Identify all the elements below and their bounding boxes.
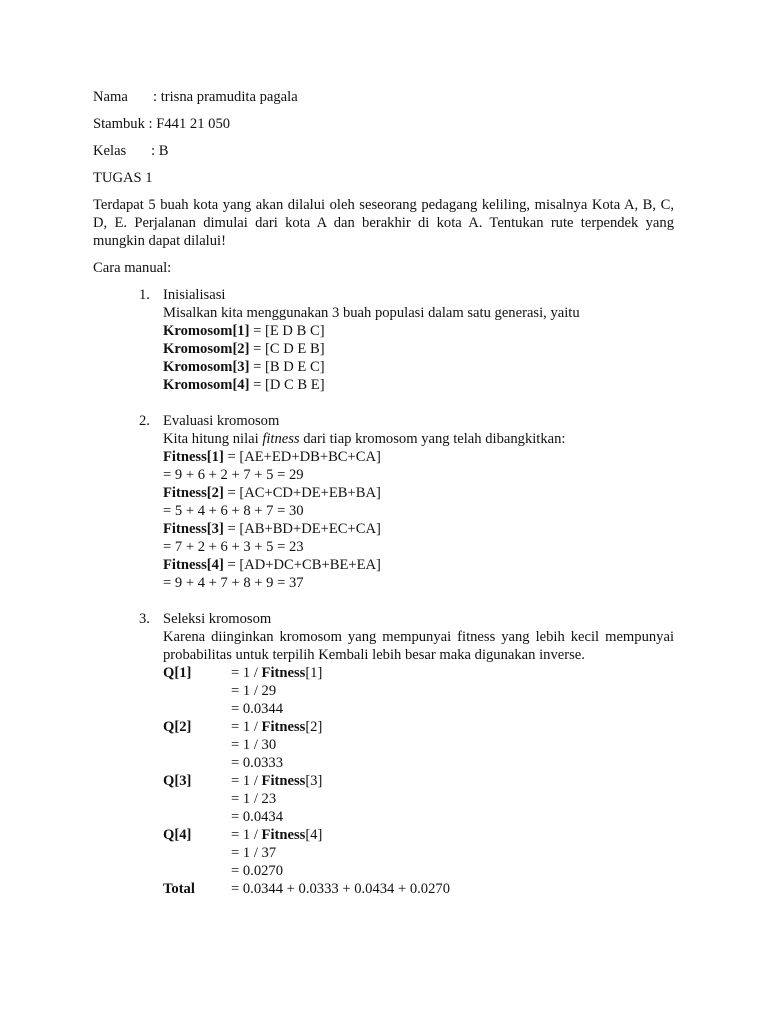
q-block bbox=[163, 718, 674, 772]
step-number: 1. bbox=[139, 287, 150, 303]
q-row bbox=[163, 736, 674, 754]
header-kelas bbox=[93, 142, 674, 160]
fitness-formula-value: = [AE+ED+DB+BC+CA] bbox=[223, 449, 381, 465]
step-number: 3. bbox=[139, 611, 150, 627]
fitness-formula-value: = [AD+DC+CB+BE+EA] bbox=[223, 557, 381, 573]
document-page bbox=[93, 88, 674, 898]
nama-value: : trisna pramudita pagala bbox=[153, 89, 298, 105]
q-formula: = 1 / Fitness[2] bbox=[231, 719, 323, 735]
q-division: = 1 / 23 bbox=[231, 791, 277, 807]
q-division: = 1 / 37 bbox=[231, 845, 277, 861]
intro-text: dari tiap kromosom yang telah dibangkitkan: bbox=[299, 431, 566, 447]
q-row bbox=[163, 862, 674, 880]
total-row bbox=[163, 880, 674, 898]
q-block bbox=[163, 826, 674, 880]
fitness-label: Fitness[4] bbox=[163, 557, 224, 573]
q-row bbox=[163, 718, 674, 736]
q-row bbox=[163, 844, 674, 862]
step-number: 2. bbox=[139, 413, 150, 429]
chromosome-line bbox=[163, 322, 674, 340]
chromosome-label: Kromosom[4] bbox=[163, 377, 250, 393]
fitness-calc: = 9 + 4 + 7 + 8 + 9 = 37 bbox=[163, 575, 304, 591]
document-title: TUGAS 1 bbox=[93, 170, 153, 186]
method-label: Cara manual: bbox=[93, 260, 172, 276]
fitness-calc: = 7 + 2 + 6 + 3 + 5 = 23 bbox=[163, 539, 304, 555]
q-label: Q[2] bbox=[163, 719, 192, 735]
chromosome-line bbox=[163, 358, 674, 376]
fitness-label: Fitness[1] bbox=[163, 449, 224, 465]
q-label: Q[4] bbox=[163, 827, 192, 843]
step-title: Seleksi kromosom bbox=[163, 611, 272, 627]
step-intro bbox=[163, 430, 674, 448]
intro-italic: fitness bbox=[262, 431, 300, 447]
q-row bbox=[163, 826, 674, 844]
chromosome-value: = [C D E B] bbox=[249, 341, 325, 357]
fitness-formula bbox=[163, 448, 674, 466]
fitness-formula bbox=[163, 484, 674, 502]
step-title: Evaluasi kromosom bbox=[163, 413, 280, 429]
q-block bbox=[163, 772, 674, 826]
q-row bbox=[163, 808, 674, 826]
q-row bbox=[163, 664, 674, 682]
header-nama bbox=[93, 88, 674, 106]
fitness-label: Fitness[3] bbox=[163, 521, 224, 537]
q-row bbox=[163, 754, 674, 772]
kelas-label: Kelas bbox=[93, 143, 127, 159]
chromosome-label: Kromosom[1] bbox=[163, 323, 250, 339]
step-intro: Karena diinginkan kromosom yang mempunyai fitness yang lebih kecil mempunyai probabilitas untuk terpilih Kembali lebih besar maka digunakan inverse. bbox=[163, 629, 674, 663]
fitness-formula-value: = [AC+CD+DE+EB+BA] bbox=[223, 485, 381, 501]
q-row bbox=[163, 790, 674, 808]
chromosome-value: = [E D B C] bbox=[249, 323, 325, 339]
fitness-calc: = 9 + 6 + 2 + 7 + 5 = 29 bbox=[163, 467, 304, 483]
q-block bbox=[163, 664, 674, 718]
header-stambuk bbox=[93, 115, 674, 133]
chromosome-line bbox=[163, 376, 674, 394]
q-formula: = 1 / Fitness[3] bbox=[231, 773, 323, 789]
stambuk-value: : F441 21 050 bbox=[148, 116, 231, 132]
step-evaluasi bbox=[93, 412, 674, 592]
intro-text: Kita hitung nilai bbox=[163, 431, 263, 447]
stambuk-label: Stambuk bbox=[93, 116, 145, 132]
q-division: = 1 / 29 bbox=[231, 683, 277, 699]
q-division: = 1 / 30 bbox=[231, 737, 277, 753]
q-result: = 0.0344 bbox=[231, 701, 284, 717]
step-intro: Misalkan kita menggunakan 3 buah populasi dalam satu generasi, yaitu bbox=[163, 305, 580, 321]
step-inisialisasi bbox=[93, 286, 674, 394]
total-label: Total bbox=[163, 881, 195, 897]
q-result: = 0.0270 bbox=[231, 863, 284, 879]
q-row bbox=[163, 682, 674, 700]
q-formula: = 1 / Fitness[4] bbox=[231, 827, 323, 843]
fitness-formula bbox=[163, 556, 674, 574]
q-result: = 0.0333 bbox=[231, 755, 284, 771]
q-row bbox=[163, 700, 674, 718]
chromosome-value: = [D C B E] bbox=[249, 377, 325, 393]
problem-statement: Terdapat 5 buah kota yang akan dilalui oleh seseorang pedagang keliling, misalnya Kota A, B, C, D, E. Perjalanan dimulai dari kota A dan berakhir di kota A. Tentukan rute terpendek yang mungkin dapat dilalui! bbox=[93, 197, 674, 249]
q-row bbox=[163, 772, 674, 790]
fitness-label: Fitness[2] bbox=[163, 485, 224, 501]
steps-list bbox=[93, 286, 674, 898]
step-seleksi bbox=[93, 610, 674, 898]
q-label: Q[1] bbox=[163, 665, 192, 681]
nama-label: Nama bbox=[93, 89, 128, 105]
fitness-formula bbox=[163, 520, 674, 538]
kelas-value: : B bbox=[151, 143, 169, 159]
q-label: Q[3] bbox=[163, 773, 192, 789]
step-title: Inisialisasi bbox=[163, 287, 226, 303]
total-value: = 0.0344 + 0.0333 + 0.0434 + 0.0270 bbox=[231, 881, 450, 897]
chromosome-line bbox=[163, 340, 674, 358]
chromosome-value: = [B D E C] bbox=[249, 359, 325, 375]
fitness-calc: = 5 + 4 + 6 + 8 + 7 = 30 bbox=[163, 503, 304, 519]
q-result: = 0.0434 bbox=[231, 809, 284, 825]
chromosome-label: Kromosom[3] bbox=[163, 359, 250, 375]
q-formula: = 1 / Fitness[1] bbox=[231, 665, 323, 681]
chromosome-label: Kromosom[2] bbox=[163, 341, 250, 357]
fitness-formula-value: = [AB+BD+DE+EC+CA] bbox=[223, 521, 381, 537]
